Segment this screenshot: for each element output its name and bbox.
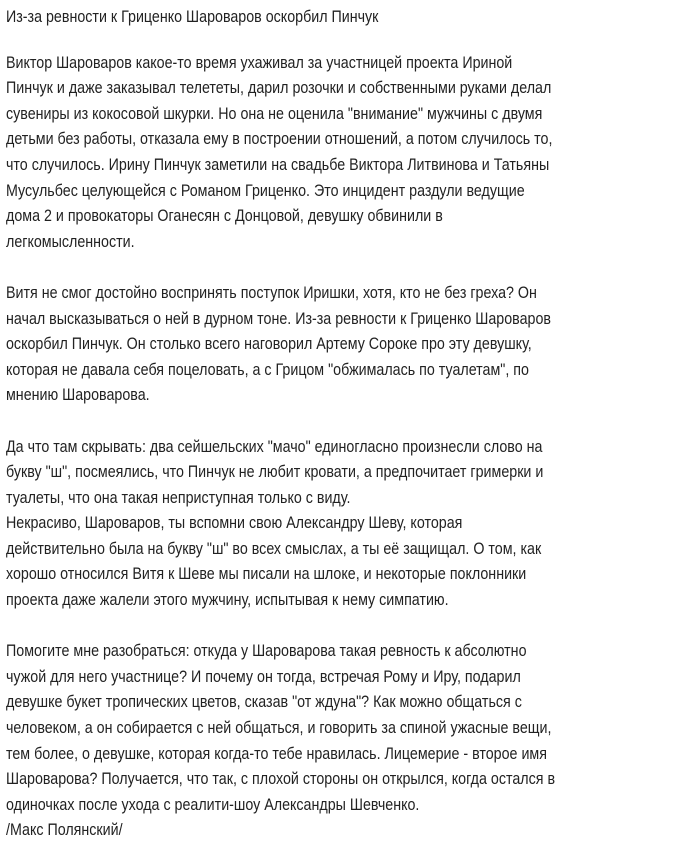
paragraph-4 — [6, 510, 696, 612]
paragraph-line: Мусульбес целующейся с Романом Гриценко. Это инцидент раздули ведущие — [6, 180, 525, 200]
paragraph-line: что случилось. Ирину Пинчук заметили на свадьбе Виктора Литвинова и Татьяны — [6, 154, 550, 174]
paragraph-line: действительно была на букву "ш" во всех смыслах, а ты её защищал. О том, как — [6, 538, 542, 558]
paragraph-line: мнению Шароварова. — [6, 385, 150, 405]
paragraph-line: хорошо относился Витя к Шеве мы писали на шлоке, и некоторые поклонники — [6, 564, 527, 584]
paragraph-5 — [6, 638, 696, 817]
paragraph-line: оскорбил Пинчук. Он столько всего наговорил Артему Сороке про эту девушку, — [6, 334, 532, 354]
paragraph-line: Да что там скрывать: два сейшельских "мачо" единогласно произнесли слово на — [6, 436, 543, 456]
paragraph-line: Виктор Шароваров какое-то время ухаживал за участницей проекта Ириной — [6, 52, 513, 72]
paragraph-line: Витя не смог достойно воспринять поступок Иришки, хотя, кто не без греха? Он — [6, 282, 537, 302]
article — [6, 4, 696, 843]
paragraph-2 — [6, 280, 696, 408]
paragraph-line: человеком, а он собирается с ней общаться, и говорить за спиной ужасные вещи, — [6, 718, 552, 738]
paragraph-1 — [6, 50, 696, 255]
paragraph-line: девушке букет тропических цветов, сказав "от ждуна"? Как можно общаться с — [6, 692, 522, 712]
paragraph-line: проекта даже жалели этого мужчину, испытывая к нему симпатию. — [6, 590, 449, 610]
paragraph-line: букву "ш", посмеялись, что Пинчук не любит кровати, а предпочитает гримерки и — [6, 462, 544, 482]
paragraph-line: начал высказываться о ней в дурном тоне. Из-за ревности к Гриценко Шароваров — [6, 308, 551, 328]
paragraph-3 — [6, 434, 696, 511]
paragraph-line: детьми без работы, отказала ему в построении отношений, а потом случилось то, — [6, 129, 553, 149]
author-signature: /Макс Полянский/ — [6, 820, 123, 840]
paragraph-line: которая не давала себя поцеловать, а с Грицом "обжималась по туалетам", по — [6, 359, 529, 379]
paragraph-line: туалеты, что она такая неприступная только с виду. — [6, 487, 351, 507]
paragraph-line: легкомысленности. — [6, 231, 135, 251]
paragraph-line: Помогите мне разобраться: откуда у Шароварова такая ревность к абсолютно — [6, 641, 527, 661]
paragraph-line: одиночках после ухода с реалити-шоу Александры Шевченко. — [6, 794, 420, 814]
paragraph-line: чужой для него участнице? И почему он тогда, встречая Рому и Иру, подарил — [6, 666, 521, 686]
article-title: Из-за ревности к Гриценко Шароваров оскорбил Пинчук — [6, 7, 379, 26]
paragraph-line: Некрасиво, Шароваров, ты вспомни свою Александру Шеву, которая — [6, 513, 463, 533]
paragraph-line: тем более, о девушке, которая когда-то тебе нравилась. Лицемерие - второе имя — [6, 743, 547, 763]
paragraph-line: дома 2 и провокаторы Оганесян с Донцовой, девушку обвинили в — [6, 206, 443, 226]
paragraph-line: сувениры из кокосовой шкурки. Но она не оценила "внимание" мужчины с двумя — [6, 103, 543, 123]
paragraph-line: Пинчук и даже заказывал телететы, дарил розочки и собственными руками делал — [6, 78, 552, 98]
paragraph-line: Шароварова? Получается, что так, с плохой стороны он открылся, когда остался в — [6, 769, 556, 789]
